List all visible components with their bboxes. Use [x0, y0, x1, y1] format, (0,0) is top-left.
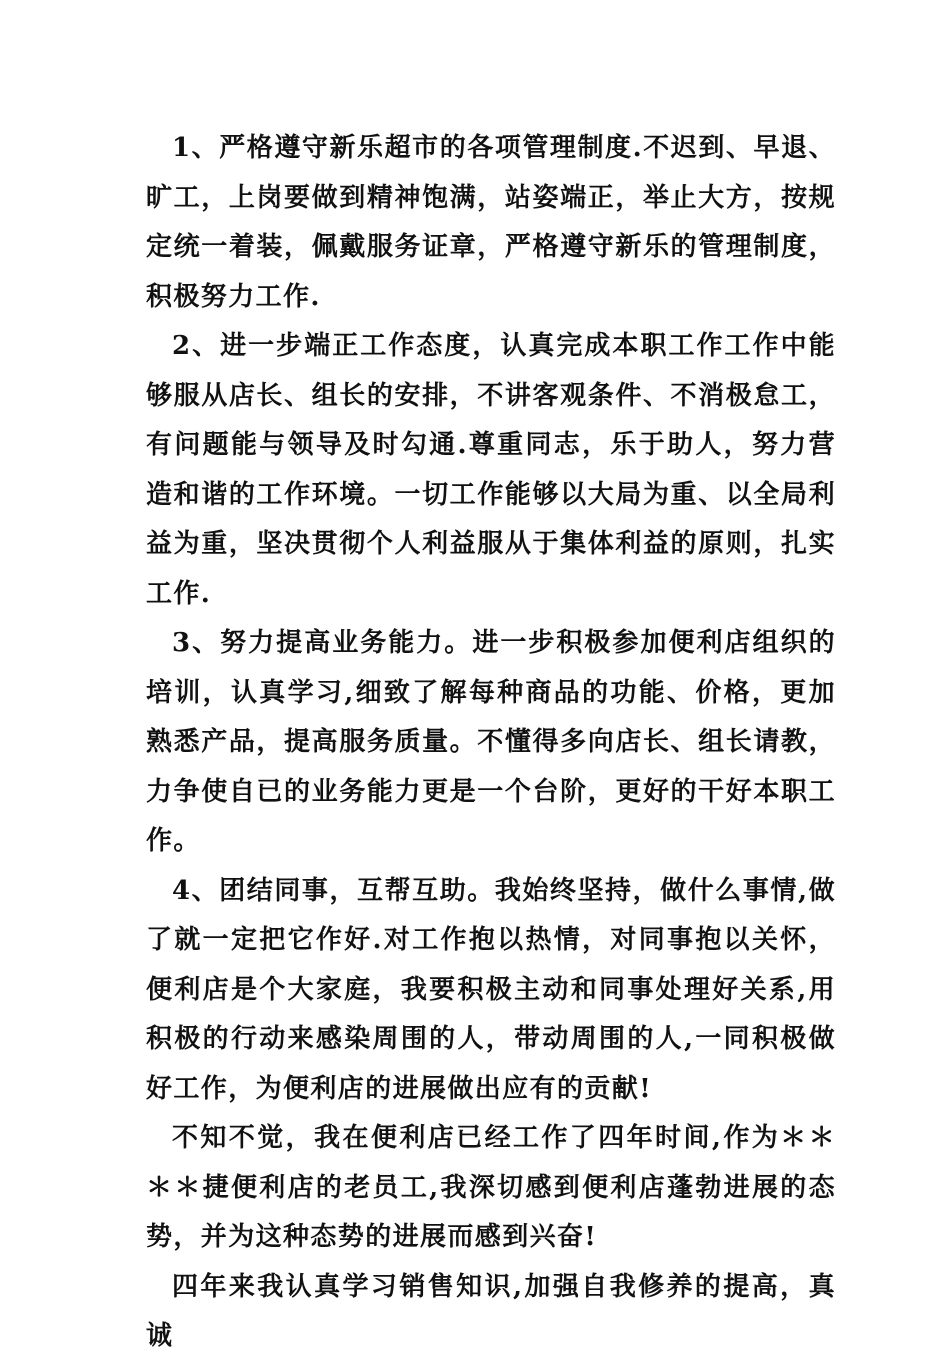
paragraph-rule-2: 2、进一步端正工作态度，认真完成本职工作工作中能够服从店长、组长的安排，不讲客观条件、不消极怠工，有问题能与领导及时勾通.尊重同志，乐于助人，努力营造和谐的工作环境。一切工作能够以大局为重、以全局利益为重，坚决贯彻个人利益服从于集体利益的原则，扎实工作.: [146, 331, 836, 609]
document-body: [146, 124, 836, 1362]
paragraph-rule-1: 1、严格遵守新乐超市的各项管理制度.不迟到、早退、旷工，上岗要做到精神饱满，站姿端正，举止大方，按规定统一着装，佩戴服务证章，严格遵守新乐的管理制度，积极努力工作.: [146, 133, 836, 312]
paragraph-reflection: 不知不觉，我在便利店已经工作了四年时间,作为＊＊＊＊捷便利店的老员工,我深切感到便利店蓬勃进展的态势，并为这种态势的进展而感到兴奋!: [146, 1123, 836, 1252]
paragraph-rule-3: 3、努力提高业务能力。进一步积极参加便利店组织的培训，认真学习,细致了解每种商品的功能、价格，更加熟悉产品，提高服务质量。不懂得多向店长、组长请教，力争使自已的业务能力更是一个台阶，更好的干好本职工作。: [146, 628, 836, 856]
paragraph-four-years: 四年来我认真学习销售知识,加强自我修养的提高，真诚: [146, 1271, 836, 1351]
paragraph-rule-4: 4、团结同事，互帮互助。我始终坚持，做什么事情,做了就一定把它作好.对工作抱以热情，对同事抱以关怀，便利店是个大家庭，我要积极主动和同事处理好关系,用积极的行动来感染周围的人，带动周围的人,一同积极做好工作，为便利店的进展做出应有的贡献!: [146, 875, 836, 1104]
